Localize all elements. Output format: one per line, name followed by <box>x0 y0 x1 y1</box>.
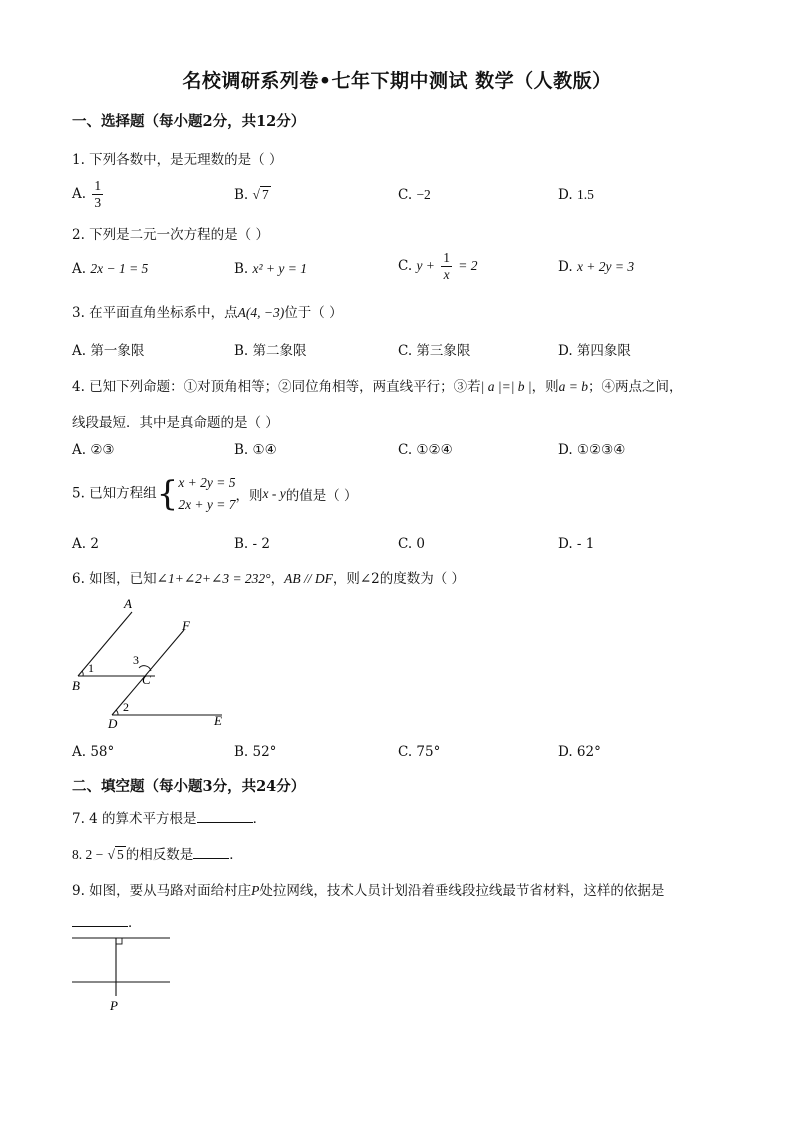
stem-post: 位于（ ） <box>284 305 343 321</box>
question-6-option-d: D. 62° <box>558 744 601 760</box>
parallel-statement: AB // DF <box>284 571 333 586</box>
label-angle-1: 1 <box>88 661 94 675</box>
question-2-option-a <box>72 261 148 277</box>
numerator: 1 <box>94 178 102 193</box>
question-3-stem <box>72 301 343 321</box>
option-label: B. <box>234 261 249 277</box>
question-2-option-b <box>234 261 307 277</box>
sqrt-five: √ 5 <box>107 847 124 862</box>
question-4-stem-line1 <box>72 375 683 395</box>
question-2-option-d <box>558 259 634 275</box>
option-value: −2 <box>416 187 431 202</box>
stem-mid: ，则 <box>531 379 559 395</box>
stem-post: ，则∠2的度数为（ ） <box>332 571 466 587</box>
question-3-option-b: B. 第二象限 <box>234 343 307 359</box>
answer-blank[interactable] <box>193 846 229 859</box>
question-5-option-a: A. 2 <box>72 536 99 552</box>
page-title: 名校调研系列卷•七年下期中测试 数学（人教版） <box>182 70 612 92</box>
question-6-option-a: A. 58° <box>72 744 115 760</box>
option-value: 1.5 <box>576 187 594 202</box>
question-5-option-b: B. - 2 <box>234 536 270 552</box>
stem-post: ；④两点之间， <box>588 379 683 395</box>
denominator: 3 <box>94 195 102 210</box>
option-label: A. <box>72 261 87 277</box>
question-1-option-d <box>558 187 594 203</box>
equation-1: x + 2y = 5 <box>178 475 236 490</box>
equation-2: 2x + y = 7 <box>178 497 236 512</box>
expression: x - y <box>262 486 286 501</box>
point-a: A(4, −3) <box>237 305 285 320</box>
question-4-option-a: A. ②③ <box>72 442 115 458</box>
question-5-option-c: C. 0 <box>398 536 426 552</box>
brace: { <box>156 474 179 514</box>
option-label: C. <box>398 187 413 203</box>
label-c: C <box>142 672 151 687</box>
stem-end: ． <box>252 811 267 827</box>
option-label: D. <box>558 259 573 275</box>
equation-system <box>178 472 235 516</box>
answer-blank[interactable] <box>72 914 128 927</box>
question-5-option-d: D. - 1 <box>558 536 595 552</box>
label-angle-3: 3 <box>133 653 139 667</box>
question-9-stem-line1 <box>72 879 664 899</box>
question-9-stem-line2 <box>72 911 142 931</box>
stem-pre: 9. 如图，要从马路对面给村庄 <box>72 883 252 899</box>
option-label: A. <box>72 186 87 202</box>
expression-pre: 8. 2 − <box>72 847 104 862</box>
question-4-stem-line2: 线段最短．其中是真命题的是（ ） <box>72 415 279 431</box>
option-value: 2x − 1 = 5 <box>90 261 149 276</box>
village-p: P <box>251 883 260 898</box>
angle-sum: ∠1+∠2+∠3 = 232° <box>156 571 271 586</box>
question-6-stem <box>72 567 465 587</box>
question-8-stem <box>72 843 243 863</box>
stem-mid: ，则 <box>235 488 263 504</box>
option-label: D. <box>558 187 573 203</box>
fraction-one-over-x <box>441 250 452 283</box>
option-value-post: = 2 <box>458 258 478 273</box>
stem-post: 处拉网线，技术人员计划沿着垂线段拉线最节省材料，这样的依据是 <box>259 883 665 899</box>
question-3-option-d: D. 第四象限 <box>558 343 631 359</box>
question-4-option-d: D. ①②③④ <box>558 442 626 458</box>
option-value: x² + y = 1 <box>252 261 308 276</box>
stem-pre: 4. 已知下列命题：①对顶角相等；②同位角相等，两直线平行；③若 <box>72 379 481 395</box>
stem-end: ． <box>229 847 243 863</box>
option-label: B. <box>234 187 249 203</box>
abs-equation: | a |=| b | <box>480 379 532 394</box>
question-2-option-c <box>398 250 478 283</box>
stem-pre: 6. 如图，已知 <box>72 571 157 587</box>
option-value-pre: y + <box>416 258 435 273</box>
question-6-option-b: B. 52° <box>234 744 277 760</box>
radicand: 7 <box>261 187 269 202</box>
line-ba <box>78 612 132 676</box>
question-1-option-c <box>398 187 431 203</box>
option-value: x + 2y = 3 <box>576 259 635 274</box>
angle-2-arc <box>116 710 118 715</box>
stem: 7. 4 的算术平方根是 <box>72 811 197 827</box>
stem-pre: 3. 在平面直角坐标系中，点 <box>72 305 238 321</box>
question-9-figure <box>70 930 180 1014</box>
radicand: 5 <box>116 847 124 862</box>
question-3-option-a: A. 第一象限 <box>72 343 145 359</box>
stem-post: 的相反数是 <box>125 847 194 863</box>
fraction-one-third <box>92 178 103 211</box>
stem-pre: 5. 已知方程组 <box>72 485 157 502</box>
answer-blank[interactable] <box>197 810 253 823</box>
label-d: D <box>108 716 118 731</box>
question-3-option-c: C. 第三象限 <box>398 343 471 359</box>
right-angle-mark <box>116 938 122 944</box>
stem-post: 的值是（ ） <box>285 488 358 504</box>
denominator: x <box>443 267 450 282</box>
question-1-stem: 1. 下列各数中，是无理数的是（ ） <box>72 152 283 168</box>
question-4-option-b: B. ①④ <box>234 442 277 458</box>
question-2-stem: 2. 下列是二元一次方程的是（ ） <box>72 227 269 243</box>
sqrt-seven: √ 7 <box>252 187 269 202</box>
numerator: 1 <box>443 250 450 265</box>
question-6-figure <box>60 592 240 734</box>
equation: a = b <box>558 379 589 394</box>
stem-sep: ， <box>270 571 285 587</box>
label-b: B <box>72 678 80 693</box>
question-1-option-a <box>72 178 105 211</box>
section-fill-heading: 二、填空题（每小题3分，共24分） <box>72 778 306 795</box>
question-6-option-c: C. 75° <box>398 744 441 760</box>
question-7-stem <box>72 807 266 827</box>
label-a: A <box>124 596 132 611</box>
angle-3-arc <box>139 666 151 671</box>
angle-1-arc <box>82 671 83 676</box>
question-1-option-b <box>234 187 271 203</box>
question-5-stem <box>72 472 358 516</box>
section-choice-heading: 一、选择题（每小题2分，共12分） <box>72 113 306 130</box>
label-p: P <box>110 998 118 1013</box>
option-label: C. <box>398 258 413 274</box>
label-f: F <box>182 618 190 633</box>
label-angle-2: 2 <box>123 700 129 714</box>
label-e: E <box>214 713 222 728</box>
question-4-option-c: C. ①②④ <box>398 442 453 458</box>
stem-end: ． <box>128 915 142 931</box>
